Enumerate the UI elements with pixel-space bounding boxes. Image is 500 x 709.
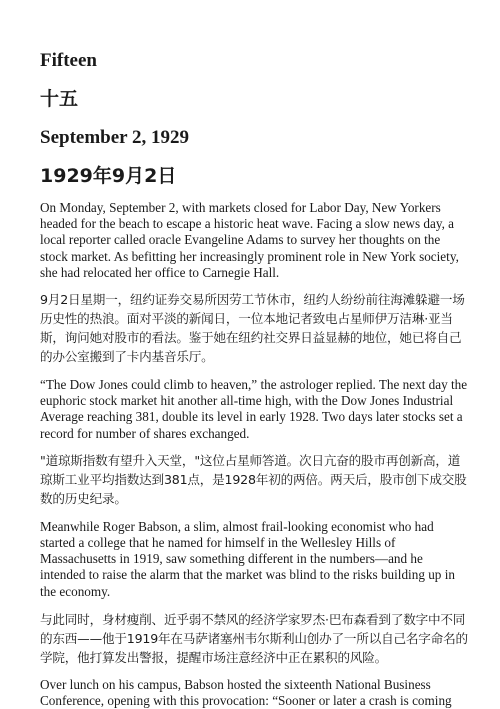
paragraph-zh: "道琼斯指数有望升入天堂，"这位占星师答道。次日亢奋的股市再创新高，道琼斯工业平均指数达到381点，是1928年初的两倍。两天后，股市创下成交股数的历史纪录。 <box>40 452 467 506</box>
paragraph-en: On Monday, September 2, with markets closed for Labor Day, New Yorkers headed for the beach to escape a historic heat wave. Facing a slow news day, a local reporter called oracle Evangeline Adams to survey her thoughts on the stock market. As befitting her increasingly prominent role in New York society, she had relocated her office to Carnegie Hall. <box>40 200 459 280</box>
paragraph-en: Meanwhile Roger Babson, a slim, almost frail-looking economist who had started a college that he named for himself in the Wellesley Hills of Massachusetts in 1919, saw something different in the numbers—and he intended to raise the alarm that the market was blind to the risks building up in the economy. <box>40 518 455 599</box>
paragraph-en: “The Dow Jones could climb to heaven,” the astrologer replied. The next day the euphoric stock market hit another all-time high, with the Dow Jones Industrial Average reaching 381, double its level in early 1928. Two days later stocks set a record for number of shares exchanged. <box>40 377 468 441</box>
chapter-date-en: September 2, 1929 <box>40 127 189 148</box>
chapter-number-zh: 十五 <box>40 88 79 110</box>
paragraph-en: Over lunch on his campus, Babson hosted the sixteenth National Business Conference, opening with this provocation: “Sooner or later a crash is coming <box>40 676 452 709</box>
chapter-number-en: Fifteen <box>40 50 97 71</box>
book-page <box>40 50 468 709</box>
chapter-date-zh: 1929年9月2日 <box>40 165 177 187</box>
paragraph-zh: 9月2日星期一，纽约证券交易所因劳工节休市，纽约人纷纷前往海滩躲避一场历史性的热浪。面对平淡的新闻日，一位本地记者致电占星师伊万洁琳·亚当斯，询问她对股市的看法。鉴于她在纽约社交界日益显赫的地位，她已将自己的办公室搬到了卡内基音乐厅。 <box>40 292 465 365</box>
paragraph-zh: 与此同时，身材瘦削、近乎弱不禁风的经济学家罗杰·巴布森看到了数字中不同的东西——他于1919年在马萨诸塞州韦尔斯利山创办了一所以自己名字命名的学院，他打算发出警报，提醒市场注意经济中正在累积的风险。 <box>40 611 468 665</box>
